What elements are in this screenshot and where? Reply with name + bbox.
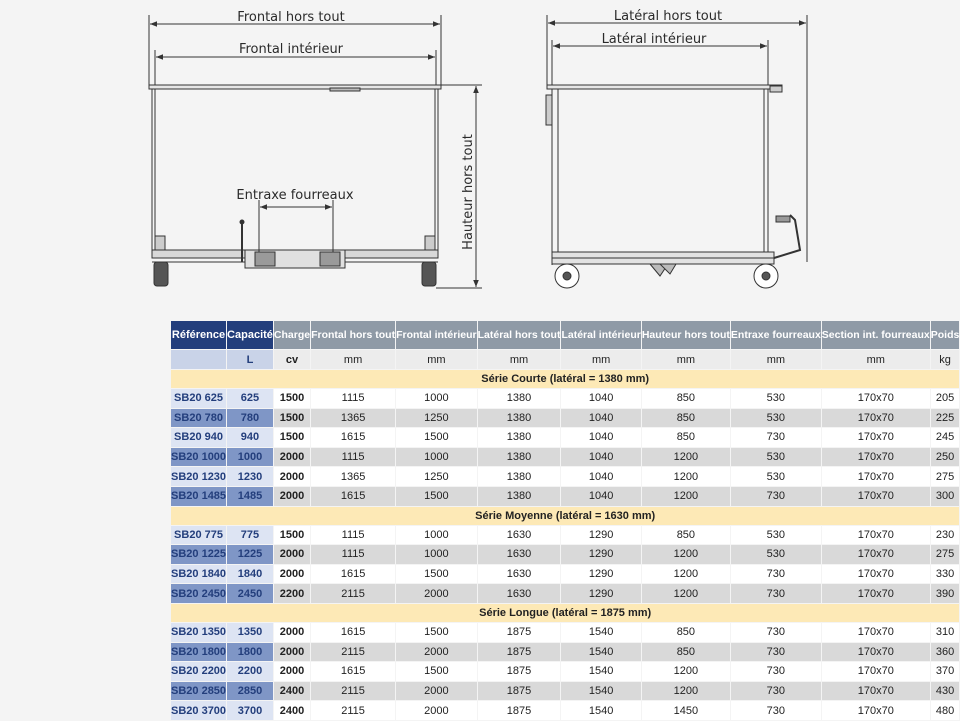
- capacity-cell: 780: [227, 408, 274, 428]
- reference-cell: SB20 1225: [171, 545, 227, 565]
- value-cell: 2200: [273, 584, 310, 604]
- value-cell: 170x70: [821, 662, 930, 682]
- value-cell: 1630: [477, 525, 561, 545]
- capacity-cell: 625: [227, 389, 274, 409]
- value-cell: 2115: [311, 584, 396, 604]
- value-cell: 170x70: [821, 486, 930, 506]
- value-cell: 1200: [641, 447, 730, 467]
- value-cell: 1115: [311, 447, 396, 467]
- value-cell: 1500: [273, 408, 310, 428]
- value-cell: 300: [930, 486, 960, 506]
- reference-cell: SB20 780: [171, 408, 227, 428]
- value-cell: 730: [730, 701, 821, 721]
- capacity-cell: 3700: [227, 701, 274, 721]
- value-cell: 170x70: [821, 428, 930, 448]
- value-cell: 2115: [311, 701, 396, 721]
- value-cell: 360: [930, 642, 960, 662]
- value-cell: 1540: [561, 662, 641, 682]
- column-header: Poids: [930, 321, 960, 350]
- value-cell: 310: [930, 622, 960, 642]
- value-cell: 1500: [396, 486, 478, 506]
- reference-cell: SB20 1840: [171, 564, 227, 584]
- value-cell: 1000: [396, 447, 478, 467]
- value-cell: 2000: [396, 701, 478, 721]
- reference-cell: SB20 1485: [171, 486, 227, 506]
- series-title: Série Moyenne (latéral = 1630 mm): [171, 506, 960, 525]
- column-header: Hauteur hors tout: [641, 321, 730, 350]
- value-cell: 2000: [396, 642, 478, 662]
- value-cell: 530: [730, 389, 821, 409]
- value-cell: 170x70: [821, 701, 930, 721]
- value-cell: 850: [641, 428, 730, 448]
- value-cell: 1875: [477, 642, 561, 662]
- value-cell: 170x70: [821, 545, 930, 565]
- reference-cell: SB20 775: [171, 525, 227, 545]
- value-cell: 730: [730, 681, 821, 701]
- label-frontal-hors-tout: Frontal hors tout: [237, 10, 345, 25]
- capacity-cell: 1230: [227, 467, 274, 487]
- value-cell: 1500: [396, 662, 478, 682]
- value-cell: 370: [930, 662, 960, 682]
- column-header: Charge: [273, 321, 310, 350]
- table-row: [171, 622, 960, 642]
- value-cell: 1615: [311, 564, 396, 584]
- table-row: [171, 428, 960, 448]
- unit-cell: mm: [396, 350, 478, 370]
- value-cell: 1040: [561, 408, 641, 428]
- reference-cell: SB20 1350: [171, 622, 227, 642]
- header-row: [171, 321, 960, 350]
- value-cell: 170x70: [821, 525, 930, 545]
- value-cell: 1290: [561, 545, 641, 565]
- value-cell: 1040: [561, 467, 641, 487]
- value-cell: 1630: [477, 584, 561, 604]
- label-entraxe-fourreaux: Entraxe fourreaux: [236, 188, 354, 203]
- value-cell: 1115: [311, 545, 396, 565]
- value-cell: 1365: [311, 408, 396, 428]
- value-cell: 1380: [477, 467, 561, 487]
- table-row: [171, 525, 960, 545]
- table-row: [171, 408, 960, 428]
- table-row: [171, 642, 960, 662]
- value-cell: 1200: [641, 467, 730, 487]
- value-cell: 530: [730, 467, 821, 487]
- series-header-row: [171, 370, 960, 389]
- value-cell: 1875: [477, 701, 561, 721]
- value-cell: 2115: [311, 681, 396, 701]
- value-cell: 1250: [396, 408, 478, 428]
- value-cell: 170x70: [821, 681, 930, 701]
- label-lateral-interieur: Latéral intérieur: [601, 32, 707, 47]
- value-cell: 730: [730, 642, 821, 662]
- value-cell: 1615: [311, 428, 396, 448]
- unit-cell: mm: [311, 350, 396, 370]
- value-cell: 1500: [396, 564, 478, 584]
- capacity-cell: 1840: [227, 564, 274, 584]
- value-cell: 1540: [561, 701, 641, 721]
- value-cell: 2000: [273, 467, 310, 487]
- value-cell: 170x70: [821, 389, 930, 409]
- unit-cell: L: [227, 350, 274, 370]
- value-cell: 2000: [273, 545, 310, 565]
- value-cell: 1380: [477, 428, 561, 448]
- table-row: [171, 564, 960, 584]
- unit-cell: mm: [477, 350, 561, 370]
- value-cell: 1040: [561, 428, 641, 448]
- value-cell: 2000: [273, 486, 310, 506]
- value-cell: 275: [930, 467, 960, 487]
- value-cell: 2000: [273, 564, 310, 584]
- series-title: Série Longue (latéral = 1875 mm): [171, 603, 960, 622]
- value-cell: 250: [930, 447, 960, 467]
- value-cell: 1500: [273, 389, 310, 409]
- column-header: Entraxe fourreaux: [730, 321, 821, 350]
- label-frontal-interieur: Frontal intérieur: [238, 42, 344, 57]
- capacity-cell: 1000: [227, 447, 274, 467]
- reference-cell: SB20 2450: [171, 584, 227, 604]
- value-cell: 530: [730, 525, 821, 545]
- value-cell: 850: [641, 642, 730, 662]
- value-cell: 170x70: [821, 467, 930, 487]
- value-cell: 1115: [311, 525, 396, 545]
- unit-cell: mm: [561, 350, 641, 370]
- reference-cell: SB20 2850: [171, 681, 227, 701]
- value-cell: 1630: [477, 564, 561, 584]
- value-cell: 850: [641, 389, 730, 409]
- reference-cell: SB20 1000: [171, 447, 227, 467]
- capacity-cell: 940: [227, 428, 274, 448]
- value-cell: 1040: [561, 486, 641, 506]
- reference-cell: SB20 940: [171, 428, 227, 448]
- value-cell: 1500: [273, 525, 310, 545]
- value-cell: 2115: [311, 642, 396, 662]
- unit-cell: kg: [930, 350, 960, 370]
- table-row: [171, 545, 960, 565]
- unit-cell: mm: [641, 350, 730, 370]
- series-title: Série Courte (latéral = 1380 mm): [171, 370, 960, 389]
- side-view: [546, 15, 807, 288]
- value-cell: 430: [930, 681, 960, 701]
- value-cell: 1380: [477, 447, 561, 467]
- table-row: [171, 681, 960, 701]
- value-cell: 2400: [273, 701, 310, 721]
- value-cell: 330: [930, 564, 960, 584]
- series-header-row: [171, 603, 960, 622]
- value-cell: 230: [930, 525, 960, 545]
- value-cell: 1500: [396, 622, 478, 642]
- value-cell: 170x70: [821, 564, 930, 584]
- value-cell: 1290: [561, 564, 641, 584]
- value-cell: 205: [930, 389, 960, 409]
- value-cell: 1615: [311, 486, 396, 506]
- capacity-cell: 1800: [227, 642, 274, 662]
- label-lateral-hors-tout: Latéral hors tout: [613, 9, 723, 24]
- capacity-cell: 2200: [227, 662, 274, 682]
- value-cell: 530: [730, 545, 821, 565]
- value-cell: 1380: [477, 408, 561, 428]
- value-cell: 170x70: [821, 622, 930, 642]
- column-header: Latéral hors tout: [477, 321, 561, 350]
- value-cell: 1875: [477, 681, 561, 701]
- table-row: [171, 389, 960, 409]
- value-cell: 1200: [641, 584, 730, 604]
- column-header: Section int. fourreaux: [821, 321, 930, 350]
- value-cell: 530: [730, 447, 821, 467]
- capacity-cell: 1225: [227, 545, 274, 565]
- reference-cell: SB20 2200: [171, 662, 227, 682]
- value-cell: 730: [730, 564, 821, 584]
- value-cell: 1380: [477, 486, 561, 506]
- value-cell: 850: [641, 622, 730, 642]
- value-cell: 245: [930, 428, 960, 448]
- unit-cell: mm: [821, 350, 930, 370]
- series-header-row: [171, 506, 960, 525]
- table-row: [171, 447, 960, 467]
- value-cell: 170x70: [821, 408, 930, 428]
- value-cell: 170x70: [821, 447, 930, 467]
- value-cell: 1615: [311, 662, 396, 682]
- value-cell: 2000: [273, 447, 310, 467]
- value-cell: 730: [730, 486, 821, 506]
- value-cell: 1500: [396, 428, 478, 448]
- value-cell: 730: [730, 584, 821, 604]
- value-cell: 480: [930, 701, 960, 721]
- value-cell: 1500: [273, 428, 310, 448]
- capacity-cell: 2450: [227, 584, 274, 604]
- column-header: Frontal intérieur: [396, 321, 478, 350]
- value-cell: 1875: [477, 662, 561, 682]
- value-cell: 850: [641, 408, 730, 428]
- value-cell: 1450: [641, 701, 730, 721]
- value-cell: 1115: [311, 389, 396, 409]
- technical-drawing: [0, 0, 950, 305]
- table-body: [171, 370, 960, 721]
- value-cell: 1875: [477, 622, 561, 642]
- units-row: [171, 350, 960, 370]
- reference-cell: SB20 1800: [171, 642, 227, 662]
- value-cell: 1000: [396, 525, 478, 545]
- value-cell: 1365: [311, 467, 396, 487]
- column-header: Frontal hors tout: [311, 321, 396, 350]
- value-cell: 1615: [311, 622, 396, 642]
- value-cell: 1000: [396, 389, 478, 409]
- value-cell: 1200: [641, 564, 730, 584]
- unit-cell: cv: [273, 350, 310, 370]
- value-cell: 850: [641, 525, 730, 545]
- value-cell: 1540: [561, 642, 641, 662]
- table-row: [171, 701, 960, 721]
- label-hauteur-hors-tout: Hauteur hors tout: [461, 134, 476, 250]
- reference-cell: SB20 1230: [171, 467, 227, 487]
- value-cell: 1540: [561, 681, 641, 701]
- table-row: [171, 584, 960, 604]
- value-cell: 730: [730, 428, 821, 448]
- value-cell: 2000: [273, 662, 310, 682]
- column-header: Capacité: [227, 321, 274, 350]
- value-cell: 1200: [641, 681, 730, 701]
- value-cell: 1630: [477, 545, 561, 565]
- table-row: [171, 662, 960, 682]
- value-cell: 1380: [477, 389, 561, 409]
- value-cell: 1290: [561, 584, 641, 604]
- value-cell: 530: [730, 408, 821, 428]
- capacity-cell: 2850: [227, 681, 274, 701]
- table-row: [171, 467, 960, 487]
- value-cell: 2000: [273, 622, 310, 642]
- column-header: Référence: [171, 321, 227, 350]
- capacity-cell: 1485: [227, 486, 274, 506]
- capacity-cell: 775: [227, 525, 274, 545]
- value-cell: 225: [930, 408, 960, 428]
- value-cell: 1040: [561, 389, 641, 409]
- value-cell: 2000: [273, 642, 310, 662]
- value-cell: 2000: [396, 681, 478, 701]
- capacity-cell: 1350: [227, 622, 274, 642]
- value-cell: 390: [930, 584, 960, 604]
- value-cell: 275: [930, 545, 960, 565]
- specifications-table: [170, 320, 960, 721]
- value-cell: 1200: [641, 486, 730, 506]
- reference-cell: SB20 3700: [171, 701, 227, 721]
- value-cell: 1290: [561, 525, 641, 545]
- value-cell: 1200: [641, 545, 730, 565]
- column-header: Latéral intérieur: [561, 321, 641, 350]
- value-cell: 2000: [396, 584, 478, 604]
- value-cell: 2400: [273, 681, 310, 701]
- table-row: [171, 486, 960, 506]
- value-cell: 730: [730, 622, 821, 642]
- unit-cell: mm: [730, 350, 821, 370]
- value-cell: 1000: [396, 545, 478, 565]
- value-cell: 1200: [641, 662, 730, 682]
- unit-cell: [171, 350, 227, 370]
- value-cell: 1250: [396, 467, 478, 487]
- value-cell: 1540: [561, 622, 641, 642]
- value-cell: 170x70: [821, 584, 930, 604]
- value-cell: 170x70: [821, 642, 930, 662]
- value-cell: 1040: [561, 447, 641, 467]
- value-cell: 730: [730, 662, 821, 682]
- reference-cell: SB20 625: [171, 389, 227, 409]
